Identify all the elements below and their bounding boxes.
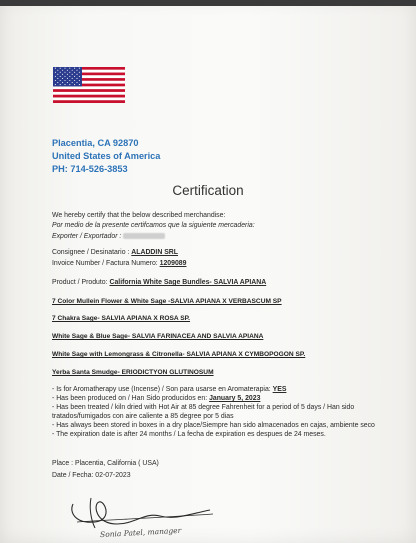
exporter-label: Exporter / Exportador :: [52, 233, 122, 240]
product-line: White Sage with Lemongrass & Citronella- SALVIA APIANA X CYMBOPOGON SP.: [52, 351, 306, 358]
consignee-label: Consignee / Desinatario :: [52, 249, 130, 256]
exporter-row: [52, 233, 165, 241]
kiln-line-2: tratados/fumigados con aire caliente a 85 degree por 5 dias: [52, 413, 234, 420]
scan-edge: [0, 0, 416, 6]
aroma-row: [52, 387, 286, 394]
product-line: 7 Color Mullein Flower & White Sage -SALVIA APIANA X VERBASCUM SP: [52, 298, 282, 305]
produced-row: [52, 396, 260, 403]
produced-value: January 5, 2023: [209, 395, 261, 402]
page-title: Certification: [172, 183, 244, 198]
us-flag-icon: [53, 67, 125, 103]
signature-name: Sonia Patel, manager: [99, 525, 182, 540]
aroma-label: - Is for Aromatherapy use (Incense) / Son para usarse en Aromaterapia:: [52, 386, 271, 393]
header-city: Placentia, CA 92870: [52, 138, 139, 148]
product-row: [52, 280, 266, 287]
invoice-value: 1209089: [159, 260, 187, 267]
date-line: Date / Fecha: 02-07-2023: [52, 472, 131, 479]
invoice-row: [52, 261, 186, 268]
stored-line: - Has always been stored in boxes in a dry place/Siempre han sido almacenados en cajas, ambiente seco: [52, 422, 375, 429]
header-phone: PH: 714-526-3853: [52, 164, 128, 174]
product-line: White Sage & Blue Sage- SALVIA FARINACEA AND SALVIA APIANA: [52, 333, 264, 340]
produced-label: - Has been produced on / Han Sido producidos en:: [52, 395, 208, 402]
consignee-row: [52, 250, 178, 257]
invoice-label: Invoice Number / Factura Numero:: [52, 260, 158, 267]
expiry-line: - The expiration date is after 24 months / La fecha de expiration es despues de 24 meses.: [52, 431, 326, 438]
product-line: 7 Chakra Sage- SALVIA APIANA X ROSA SP.: [52, 315, 191, 322]
aroma-value: YES: [272, 386, 287, 393]
kiln-line-1: - Has been treated / kiln dried with Hot Air at 85 degree Fahrenheit for a period of 5 days / Han sido: [52, 404, 355, 411]
redacted-exporter: [123, 233, 165, 239]
intro-line-en: We hereby certify that the below described merchandise:: [52, 212, 226, 219]
consignee-value: ALADDIN SRL: [131, 249, 178, 256]
header-country: United States of America: [52, 151, 161, 161]
place-line: Place : Placentia, California ( USA): [52, 460, 159, 467]
product-line: Yerba Santa Smudge- ERIODICTYON GLUTINOSUM: [52, 369, 214, 376]
product-value: California White Sage Bundles- SALVIA APIANA: [109, 279, 267, 286]
product-label: Product / Produto:: [52, 279, 108, 286]
intro-line-es: Por medio de la presente certifcamos que la siguiente mercaderia:: [52, 222, 255, 229]
